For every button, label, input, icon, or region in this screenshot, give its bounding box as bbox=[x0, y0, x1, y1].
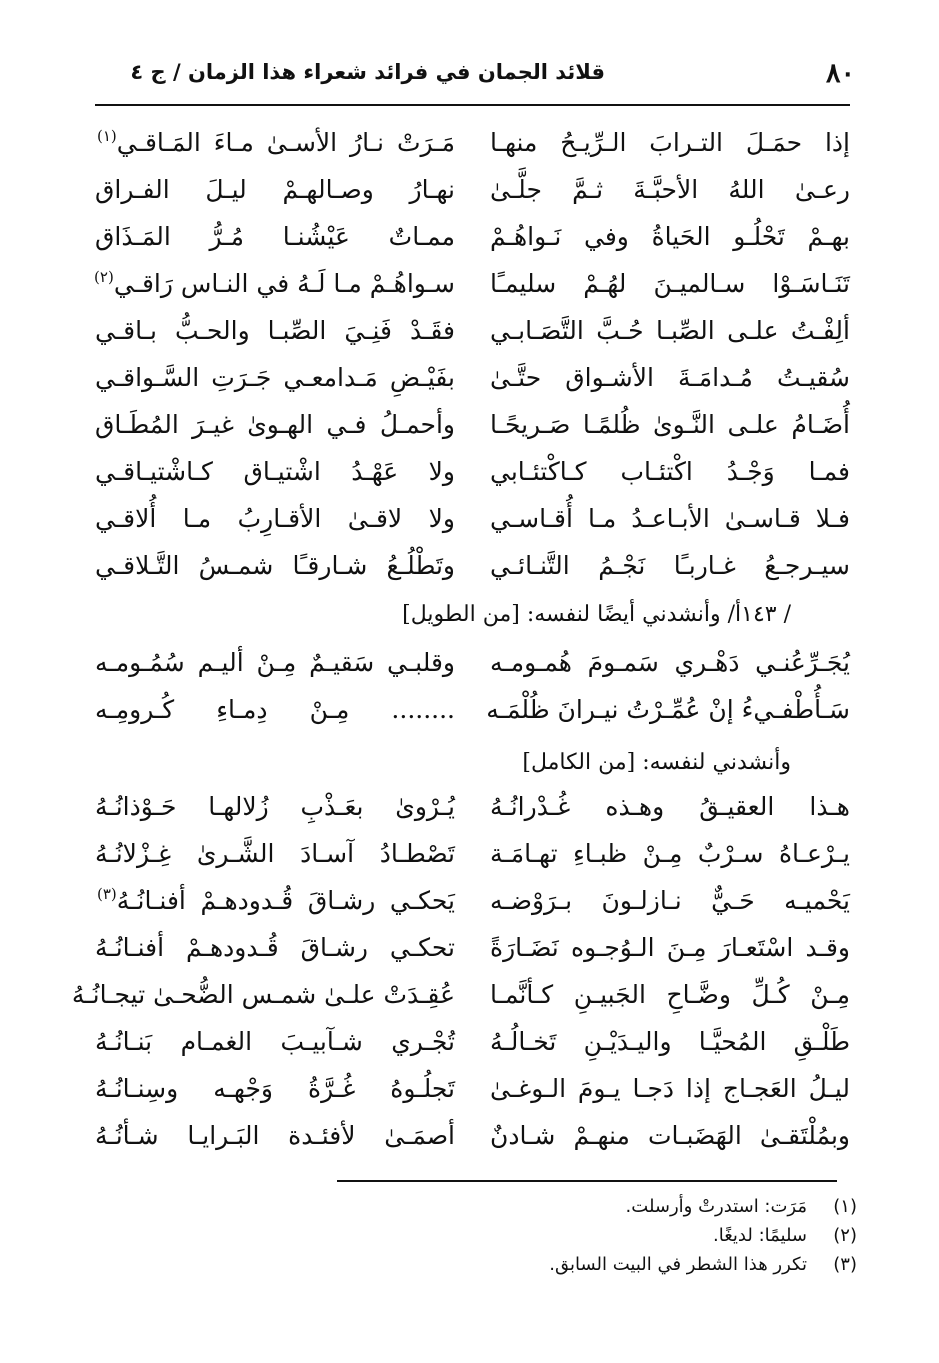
second-hemistich-text: سـواهُـمْ مـا لَـهُ في النـاس رَاقـي bbox=[113, 269, 455, 298]
second-hemistich: ممـاتٌ عَيْشُنـا مُـرُّ المَـذَاق bbox=[95, 222, 455, 251]
first-hemistich: يَحْميـه حَـيٌّ نـازلـونَ بـرَوْضـه bbox=[490, 886, 850, 915]
verse bbox=[95, 1027, 850, 1074]
first-hemistich: مِـنْ كُـلِّ وضَّـاحِ الجَبيـنِ كـأنَّمـا bbox=[490, 980, 850, 1009]
poem-1 bbox=[95, 128, 850, 598]
second-hemistich: أصمَـىٰ لأفئـدة البَـرايـا شـأنُـهُ bbox=[95, 1121, 455, 1150]
verse bbox=[95, 551, 850, 598]
footnote-number: (١) bbox=[833, 1196, 857, 1217]
second-hemistich: وأحمـلُ فـي الهـوىٰ غيـرَ المُطَـاق bbox=[95, 410, 455, 439]
footnote-rule bbox=[337, 1180, 837, 1182]
second-hemistich: يُـرْوىٰ بعَـذْبِ زُلالهـا حَـوْذانُـهُ bbox=[95, 792, 455, 821]
verse bbox=[95, 504, 850, 551]
footnotes bbox=[549, 1196, 857, 1283]
second-hemistich: تَصْطـادُ آسـادَ الشَّـرىٰ غِـزْلانُـهُ bbox=[95, 839, 455, 868]
page-number: ٨٠ bbox=[825, 58, 855, 89]
verse bbox=[95, 1121, 850, 1168]
second-hemistich: فقَـدْ فَنِـيَ الصِّبـا والحـبُّ بـاقـي bbox=[95, 316, 455, 345]
verse bbox=[95, 695, 850, 742]
first-hemistich: رعـىٰ اللهُ الأحبَّـةَ ثـمَّ جلَّـىٰ bbox=[490, 175, 850, 204]
second-hemistich: بفَيْـضِ مَـدامعـي جَـرَتِ السَّـواقـي bbox=[95, 363, 455, 392]
poem-3 bbox=[71, 792, 850, 1168]
footnote-text: سليمًا: لديغًا. bbox=[713, 1225, 807, 1246]
second-hemistich bbox=[95, 886, 455, 915]
verse bbox=[71, 980, 850, 1027]
verse bbox=[95, 175, 850, 222]
first-hemistich: هـذا العقيـقُ وهـذه غُـدْرانُـهُ bbox=[490, 792, 850, 821]
first-hemistich: فمـا وَجْـدُ اكْتئـاب كـاكْتئـابي bbox=[490, 457, 850, 486]
second-hemistich: تَجلُـوهُ غُـرَّةُ وَجْهـه وسِنـانُـهُ bbox=[95, 1074, 455, 1103]
first-hemistich: سيـرجـعُ غـاربـًا نَجْـمُ التَّنـائـي bbox=[490, 551, 850, 580]
header-rule bbox=[95, 104, 850, 106]
second-hemistich: تحكـي رشـاقَ قُـدودهـمْ أفنـانُـهُ bbox=[95, 933, 455, 962]
footnote-number: (٢) bbox=[833, 1225, 857, 1246]
footnote-marker: (٣) bbox=[97, 885, 117, 903]
second-hemistich: نهـارُ وصـالهـمْ ليـلَ الفـراق bbox=[95, 175, 455, 204]
verse bbox=[95, 648, 850, 695]
second-hemistich: تُجْـري شـآبيـبَ الغمـام بَنـانُـهُ bbox=[95, 1027, 455, 1056]
poem-2-heading: / ١٤٣أ/ وأنشدني أيضًا لنفسه: [من الطويل] bbox=[402, 602, 791, 627]
footnote-marker: (١) bbox=[97, 127, 117, 145]
verse bbox=[95, 316, 850, 363]
first-hemistich: وقـد اسْتَعـارَ مِـنَ الـوُجـوه نَضَـارَةً bbox=[490, 933, 850, 962]
verse bbox=[95, 1074, 850, 1121]
first-hemistich: يُجَـرِّعُنـي دَهْـري سَمـومَ هُمـومـه bbox=[490, 648, 850, 677]
verse bbox=[95, 457, 850, 504]
verse bbox=[95, 886, 850, 933]
first-hemistich: وبمُلْتَقـىٰ الهَضَبـات منهـمْ شـادنٌ bbox=[490, 1121, 850, 1150]
first-hemistich: فـلا قـاسـىٰ الأبـاعـدُ مـا أُقـاسـي bbox=[490, 504, 850, 533]
first-hemistich: تَنَـاسَـوْا سـالميـنَ لهُـمْ سليمـًا bbox=[490, 269, 850, 298]
second-hemistich: ولا لاقـىٰ الأقـارِبُ مـا أُلاقـي bbox=[95, 504, 455, 533]
verse bbox=[95, 269, 850, 316]
first-hemistich: يـرْعـاهُ سـرْبٌ مِـنْ ظبـاءِ تهـامَـة bbox=[490, 839, 850, 868]
header-title: قلائد الجمان في فرائد شعراء هذا الزمان / ج ٤ bbox=[130, 60, 605, 84]
first-hemistich: سَـأُطْفـيءُ إنْ عُمِّـرْتُ نيـرانَ ظُلْمَـه bbox=[486, 695, 850, 724]
verse bbox=[95, 128, 850, 175]
second-hemistich bbox=[95, 269, 455, 298]
second-hemistich bbox=[95, 128, 455, 157]
first-hemistich: سُقيـتُ مُـدامَـةَ الأشـواق حتَّـىٰ bbox=[490, 363, 850, 392]
first-hemistich: أُضَـامُ علـى النَّـوىٰ ظُلمًـا صَـريحًـا bbox=[490, 410, 850, 439]
footnote-marker: (٢) bbox=[94, 268, 114, 286]
first-hemistich: ألِفْـتُ علـى الصِّبـا حُـبَّ التَّصَـابـي bbox=[490, 316, 850, 345]
second-hemistich-text: مَـرَتْ نـارُ الأسـىٰ مـاءَ المَـاقـي bbox=[116, 128, 455, 157]
second-hemistich: عُقِـدَتْ علـىٰ شمـس الضُّحـىٰ تيجـانُـهُ bbox=[71, 980, 455, 1009]
second-hemistich-text: يَحكـي رشـاقَ قُـدودهـمْ أفنـانُـهُ bbox=[116, 886, 455, 915]
footnote-number: (٣) bbox=[833, 1254, 857, 1275]
second-hemistich: وتَطْلُـعُ شـارقـًا شمـسُ التَّـلاقـي bbox=[95, 551, 455, 580]
running-header bbox=[90, 58, 855, 102]
footnote bbox=[549, 1225, 857, 1254]
poem-3-heading: وأنشدني لنفسه: [من الكامل] bbox=[522, 750, 791, 775]
verse bbox=[95, 839, 850, 886]
footnote-text: تكرر هذا الشطر في البيت السابق. bbox=[549, 1254, 807, 1275]
footnote-text: مَرَت: استدرتْ وأرسلت. bbox=[625, 1196, 807, 1217]
verse bbox=[95, 933, 850, 980]
verse bbox=[95, 222, 850, 269]
second-hemistich: ولا عَهْـدُ اشْتيـاق كـاشْتيـاقـي bbox=[95, 457, 455, 486]
footnote bbox=[549, 1196, 857, 1225]
second-hemistich: وقلبـي سَقيـمٌ مِـنْ أليـم سُمُـومـه bbox=[95, 648, 455, 677]
first-hemistich: ليـلُ العَجـاج إذا دَجـا يـومَ الـوغـىٰ bbox=[490, 1074, 850, 1103]
verse bbox=[95, 792, 850, 839]
poem-2 bbox=[95, 648, 850, 742]
first-hemistich: طَلْـقِ المُحيَّـا واليـدَيْـنِ تَخـالُـهُ bbox=[490, 1027, 850, 1056]
verse bbox=[95, 410, 850, 457]
second-hemistich: ........ مِـنْ دِمـاءِ كُـرومِـه bbox=[95, 695, 455, 724]
verse bbox=[95, 363, 850, 410]
footnote bbox=[549, 1254, 857, 1283]
first-hemistich: إذا حمَـلَ التـرابَ الـرِّيـحُ منهـا bbox=[490, 128, 850, 157]
first-hemistich: بهـمْ تَحْلُـو الحَياةُ وفي نَـواهُـمْ bbox=[490, 222, 850, 251]
